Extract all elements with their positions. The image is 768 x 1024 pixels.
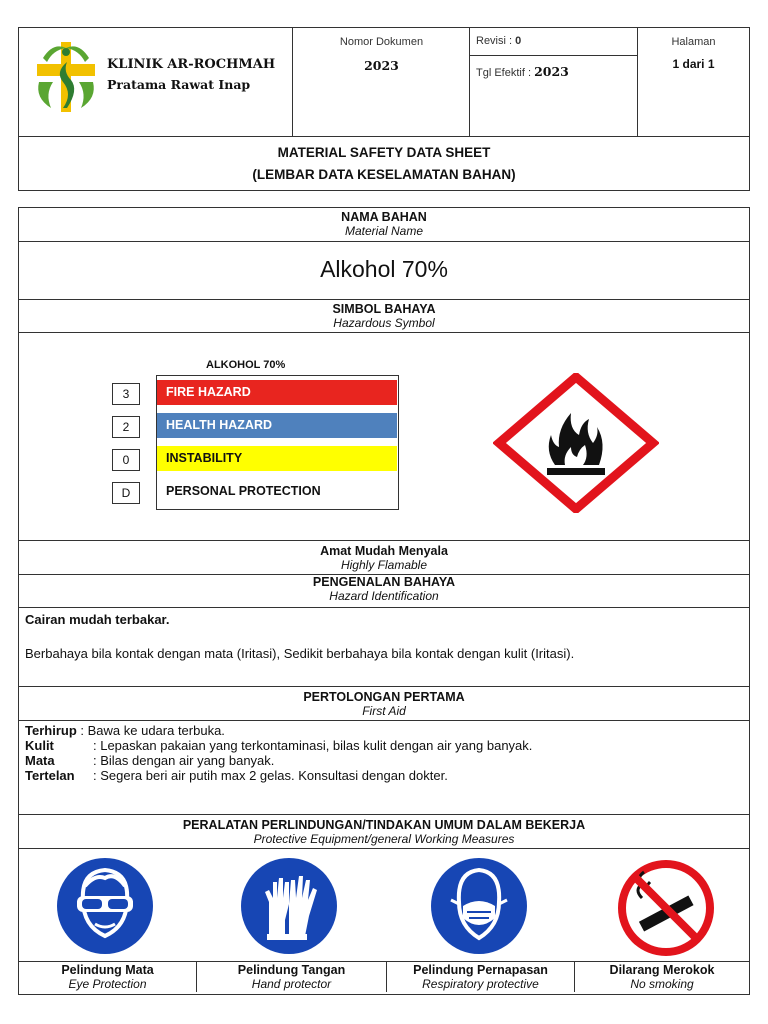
ppe-caption-title: Pelindung Tangan: [237, 963, 346, 977]
flame-ghs-icon: [493, 373, 659, 513]
ppe-caption-no-smoking: [575, 962, 749, 992]
ppe-caption-title: Dilarang Merokok: [609, 963, 715, 977]
first-aid-key: Kulit: [25, 738, 54, 753]
ppe-header: [19, 815, 749, 849]
first-aid-subtitle: First Aid: [362, 704, 406, 718]
first-aid-key: Tertelan: [25, 768, 75, 783]
nfpa-row-protection: PERSONAL PROTECTION: [157, 479, 397, 504]
nfpa-number-fire: 3: [112, 383, 140, 405]
material-name: Alkohol 70%: [320, 256, 448, 282]
revision-text: [476, 35, 521, 47]
page-label: Halaman: [671, 36, 716, 48]
hazard-id-subtitle: Hazard Identification: [329, 589, 439, 603]
gloves-icon: [239, 856, 339, 956]
revision-value: 0: [515, 35, 522, 47]
nfpa-number-column: [112, 378, 142, 508]
nfpa-row-fire: FIRE HAZARD: [157, 380, 397, 405]
ppe-caption-hand: [197, 962, 387, 992]
msds-table: [18, 207, 750, 995]
ppe-subtitle: Protective Equipment/general Working Measures: [253, 832, 515, 846]
nfpa-row-health: HEALTH HAZARD: [157, 413, 397, 438]
hazard-line-2: Berbahaya bila kontak dengan mata (Iritasi), Sedikit berbahaya bila kontak dengan kulit (Iritasi).: [25, 646, 575, 661]
nfpa-number-instability: 0: [112, 449, 140, 471]
sheet-title-box: [18, 136, 750, 191]
first-aid-eyes: [25, 753, 274, 768]
hazard-id-title: PENGENALAN BAHAYA: [312, 575, 456, 589]
eye-protection-icon: [55, 856, 155, 956]
material-name-title: NAMA BAHAN: [341, 210, 427, 224]
effective-text: [476, 64, 569, 79]
nfpa-number-health: 2: [112, 416, 140, 438]
first-aid-body: [19, 721, 749, 815]
first-aid-inhaled: [25, 723, 225, 738]
material-name-row: [19, 242, 749, 300]
nfpa-chart-title: ALKOHOL 70%: [206, 359, 286, 371]
ppe-caption-title: Pelindung Pernapasan: [413, 963, 548, 977]
revision-cell: [470, 28, 638, 136]
revision-label: Revisi :: [476, 35, 516, 47]
clinic-subtitle: Pratama Rawat Inap: [107, 77, 251, 92]
flammability-row: [19, 541, 749, 575]
sheet-title-translation: (LEMBAR DATA KESELAMATAN BAHAN): [252, 167, 516, 182]
hazard-symbol-subtitle: Hazardous Symbol: [333, 316, 435, 330]
flammability-title: Amat Mudah Menyala: [320, 544, 448, 558]
clinic-logo: [33, 38, 99, 116]
material-name-subtitle: Material Name: [344, 224, 424, 238]
effective-label: Tgl Efektif :: [476, 67, 535, 79]
clinic-logo-cell: [19, 28, 293, 136]
nfpa-row-instability: INSTABILITY: [157, 446, 397, 471]
material-name-header: [19, 208, 749, 242]
ppe-caption-respiratory: [387, 962, 575, 992]
hazard-id-header: [19, 575, 749, 608]
hazard-symbol-area: [19, 333, 749, 541]
first-aid-header: [19, 687, 749, 721]
first-aid-ingested: [25, 768, 448, 783]
ppe-caption-subtitle: Respiratory protective: [422, 977, 539, 991]
first-aid-text: : Bawa ke udara terbuka.: [80, 723, 225, 738]
ppe-caption-subtitle: No smoking: [630, 977, 694, 991]
nfpa-number-protection: D: [112, 482, 140, 504]
ppe-captions-row: [19, 962, 749, 994]
first-aid-key: Terhirup: [25, 723, 77, 738]
ppe-caption-eye: [19, 962, 197, 992]
hazard-id-body: [19, 608, 749, 687]
hazard-symbol-header: [19, 300, 749, 333]
clinic-name: KLINIK AR-ROCHMAH: [107, 57, 276, 72]
doc-number-cell: [293, 28, 470, 136]
ppe-title: PERALATAN PERLINDUNGAN/TINDAKAN UMUM DALAM BEKERJA: [182, 818, 586, 832]
effective-value: 2023: [534, 64, 569, 79]
respirator-icon: [429, 856, 529, 956]
doc-number-value: 2023: [364, 58, 399, 73]
first-aid-text: : Segera beri air putih max 2 gelas. Konsultasi dengan dokter.: [93, 768, 448, 783]
page-value: 1 dari 1: [672, 57, 715, 71]
hazard-symbol-title: SIMBOL BAHAYA: [332, 302, 436, 316]
flammability-subtitle: Highly Flamable: [340, 558, 428, 572]
no-smoking-icon: [616, 858, 716, 958]
nfpa-rating-chart: [156, 375, 399, 510]
first-aid-text: : Bilas dengan air yang banyak.: [93, 753, 275, 768]
page-cell: [638, 28, 749, 136]
ppe-icons-row: [19, 849, 749, 962]
ppe-caption-title: Pelindung Mata: [61, 963, 154, 977]
ppe-caption-subtitle: Hand protector: [251, 977, 332, 991]
document-header: [18, 27, 750, 137]
first-aid-title: PERTOLONGAN PERTAMA: [303, 690, 465, 704]
ppe-caption-subtitle: Eye Protection: [68, 977, 147, 991]
first-aid-skin: [25, 738, 532, 753]
doc-number-label: Nomor Dokumen: [339, 36, 424, 48]
first-aid-text: : Lepaskan pakaian yang terkontaminasi, bilas kulit dengan air yang banyak.: [93, 738, 533, 753]
sheet-title: MATERIAL SAFETY DATA SHEET: [277, 145, 491, 160]
first-aid-key: Mata: [25, 753, 55, 768]
revision-row: [470, 28, 637, 56]
hazard-line-1: Cairan mudah terbakar.: [25, 612, 170, 627]
